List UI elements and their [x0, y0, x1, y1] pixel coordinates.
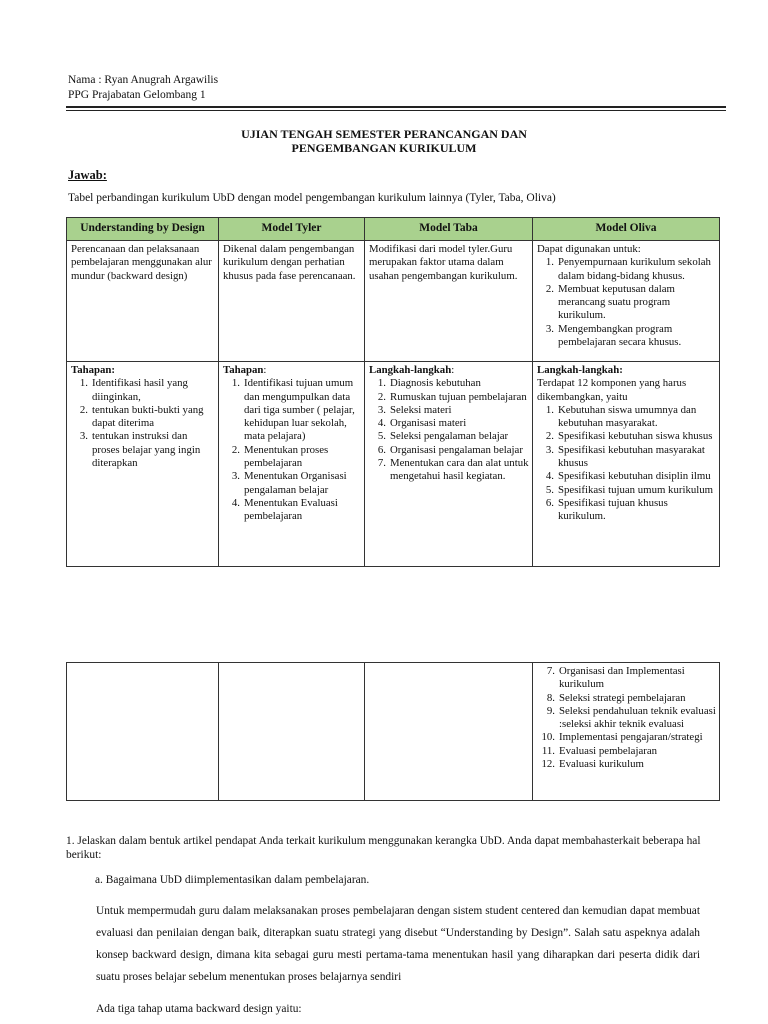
- list-item: 11. Evaluasi pembelajaran: [541, 744, 658, 757]
- ubd-steps-heading: Tahapan:: [71, 364, 116, 376]
- document-title-line2: PENGEMBANGAN KURIKULUM: [291, 141, 477, 155]
- tyler-steps-list: [223, 377, 361, 523]
- table-header-row: [67, 218, 720, 241]
- list-item: 3. Seleksi materi: [377, 403, 452, 416]
- backward-design-intro: Ada tiga tahap utama backward design yaitu:: [96, 1003, 302, 1015]
- cell-taba-description: Modifikasi dari model tyler.Guru merupakan faktor utama dalam usahan pengembangan kurikulum.: [365, 241, 533, 362]
- list-item: 12. Evaluasi kurikulum: [541, 758, 644, 771]
- cell-oliva-steps: [533, 362, 720, 567]
- list-item: 3. tentukan instruksi dan proses belajar yang ingin diterapkan: [79, 430, 201, 470]
- program-name: PPG Prajabatan Gelombang 1: [68, 89, 206, 101]
- list-item: 2. Menentukan proses pembelajaran: [231, 443, 329, 470]
- answer-paragraph: Untuk mempermudah guru dalam melaksanakan proses pembelajaran dengan sistem student centered dan kemudian dapat membuat evaluasi dan penilaian dengan baik, diterapkan suatu strategi yang disebut “Understanding by Design”. Salah satu aspeknya adalah konsep backward design, dimana kita sebagai guru mesti pertama-tama menentukan hasil yang diharapkan dari peserta didik dari suatu proses belajar sebelum menentukan proses belajarnya sendiri: [96, 905, 700, 983]
- cell-oliva-continued: [533, 663, 720, 801]
- cell-ubd-description: Perencanaan dan pelaksanaan pembelajaran menggunakan alur mundur (backward design): [67, 241, 219, 362]
- list-item: 2. Rumuskan tujuan pembelajaran: [377, 390, 527, 403]
- list-item: 3. Menentukan Organisasi pengalaman belajar: [231, 470, 347, 496]
- oliva-steps-list-continued: [537, 665, 716, 771]
- oliva-steps-intro: Terdapat 12 komponen yang harus dikembangkan, yaitu: [537, 377, 687, 403]
- oliva-intro: Dapat digunakan untuk:: [537, 243, 641, 255]
- taba-steps-list: [369, 377, 529, 483]
- list-item: 5. Spesifikasi tujuan umum kurikulum: [545, 483, 714, 496]
- header-taba: Model Taba: [365, 218, 533, 241]
- list-item: 2. Spesifikasi kebutuhan siswa khusus: [545, 430, 713, 443]
- cell-oliva-description: [533, 241, 720, 362]
- table-row-description: [67, 241, 720, 362]
- header-ubd: Understanding by Design: [67, 218, 219, 241]
- header-divider-thin: [66, 110, 726, 111]
- list-item: 10. Implementasi pengajaran/strategi: [541, 731, 703, 744]
- list-item: 1. Diagnosis kebutuhan: [377, 377, 481, 390]
- list-item: 9. Seleksi pendahuluan teknik evaluasi :seleksi akhir teknik evaluasi: [546, 704, 716, 731]
- list-item: 1. Identifikasi tujuan umum dan mengumpulkan data dari tiga sumber ( pelajar, kehidupan luar sekolah, mata pelajara): [231, 377, 355, 443]
- header-tyler: Model Tyler: [219, 218, 365, 241]
- list-item: 1. Identifikasi hasil yang diinginkan,: [79, 377, 188, 403]
- table-row-continued: [67, 663, 720, 801]
- question-1a: a. Bagaimana UbD diimplementasikan dalam pembelajaran.: [95, 874, 370, 886]
- cell-ubd-continued: [67, 663, 219, 801]
- cell-tyler-steps: [219, 362, 365, 567]
- cell-tyler-continued: [219, 663, 365, 801]
- list-item: 4. Menentukan Evaluasi pembelajaran: [231, 496, 338, 523]
- cell-taba-steps: [365, 362, 533, 567]
- list-item: 1. Kebutuhan siswa umumnya dan kebutuhan masyarakat.: [545, 403, 697, 430]
- table-row-steps: [67, 362, 720, 567]
- list-item: 3. Mengembangkan program pembelajaran secara khusus.: [545, 322, 682, 349]
- list-item: 8. Seleksi strategi pembelajaran: [546, 691, 686, 704]
- list-item: 6. Spesifikasi tujuan khusus kurikulum.: [545, 496, 668, 523]
- document-title-line1: UJIAN TENGAH SEMESTER PERANCANGAN DAN: [241, 127, 527, 141]
- list-item: 4. Organisasi materi: [377, 417, 467, 430]
- oliva-steps-list: [537, 404, 716, 524]
- comparison-table: [66, 217, 720, 567]
- comparison-table-continued: [66, 662, 720, 801]
- tyler-steps-heading: Tahapan:: [223, 364, 267, 376]
- list-item: 2. tentukan bukti-bukti yang dapat diterima: [79, 403, 204, 430]
- cell-tyler-description: Dikenal dalam pengembangan kurikulum dengan perhatian khusus pada fase perencanaan.: [219, 241, 365, 362]
- taba-steps-heading: Langkah-langkah:: [369, 364, 455, 376]
- oliva-steps-heading: Langkah-langkah:: [537, 364, 623, 376]
- list-item: 6. Organisasi pengalaman belajar: [377, 443, 523, 456]
- oliva-uses-list: [537, 256, 716, 349]
- list-item: 7. Menentukan cara dan alat untuk mengetahui hasil kegiatan.: [377, 457, 529, 483]
- header-divider: [66, 106, 726, 108]
- table-intro: Tabel perbandingan kurikulum UbD dengan model pengembangan kurikulum lainnya (Tyler, Taba, Oliva): [68, 192, 556, 204]
- list-item: 7. Organisasi dan Implementasi kurikulum: [546, 665, 685, 691]
- cell-ubd-steps: [67, 362, 219, 567]
- list-item: 3. Spesifikasi kebutuhan masyarakat khusus: [545, 443, 705, 470]
- student-name: Nama : Ryan Anugrah Argawilis: [68, 74, 219, 86]
- question-1: 1. Jelaskan dalam bentuk artikel pendapat Anda terkait kurikulum menggunakan kerangka UbD. Anda dapat membahasterkait beberapa hal berikut:: [66, 835, 701, 861]
- cell-taba-continued: [365, 663, 533, 801]
- list-item: 2. Membuat keputusan dalam merancang suatu program kurikulum.: [545, 282, 675, 322]
- answer-label: Jawab:: [68, 168, 107, 182]
- ubd-steps-list: [71, 377, 215, 470]
- list-item: 4. Spesifikasi kebutuhan disiplin ilmu: [545, 470, 711, 483]
- header-oliva: Model Oliva: [533, 218, 720, 241]
- list-item: 5. Seleksi pengalaman belajar: [377, 430, 509, 443]
- list-item: 1. Penyempurnaan kurikulum sekolah dalam bidang-bidang khusus.: [545, 256, 711, 282]
